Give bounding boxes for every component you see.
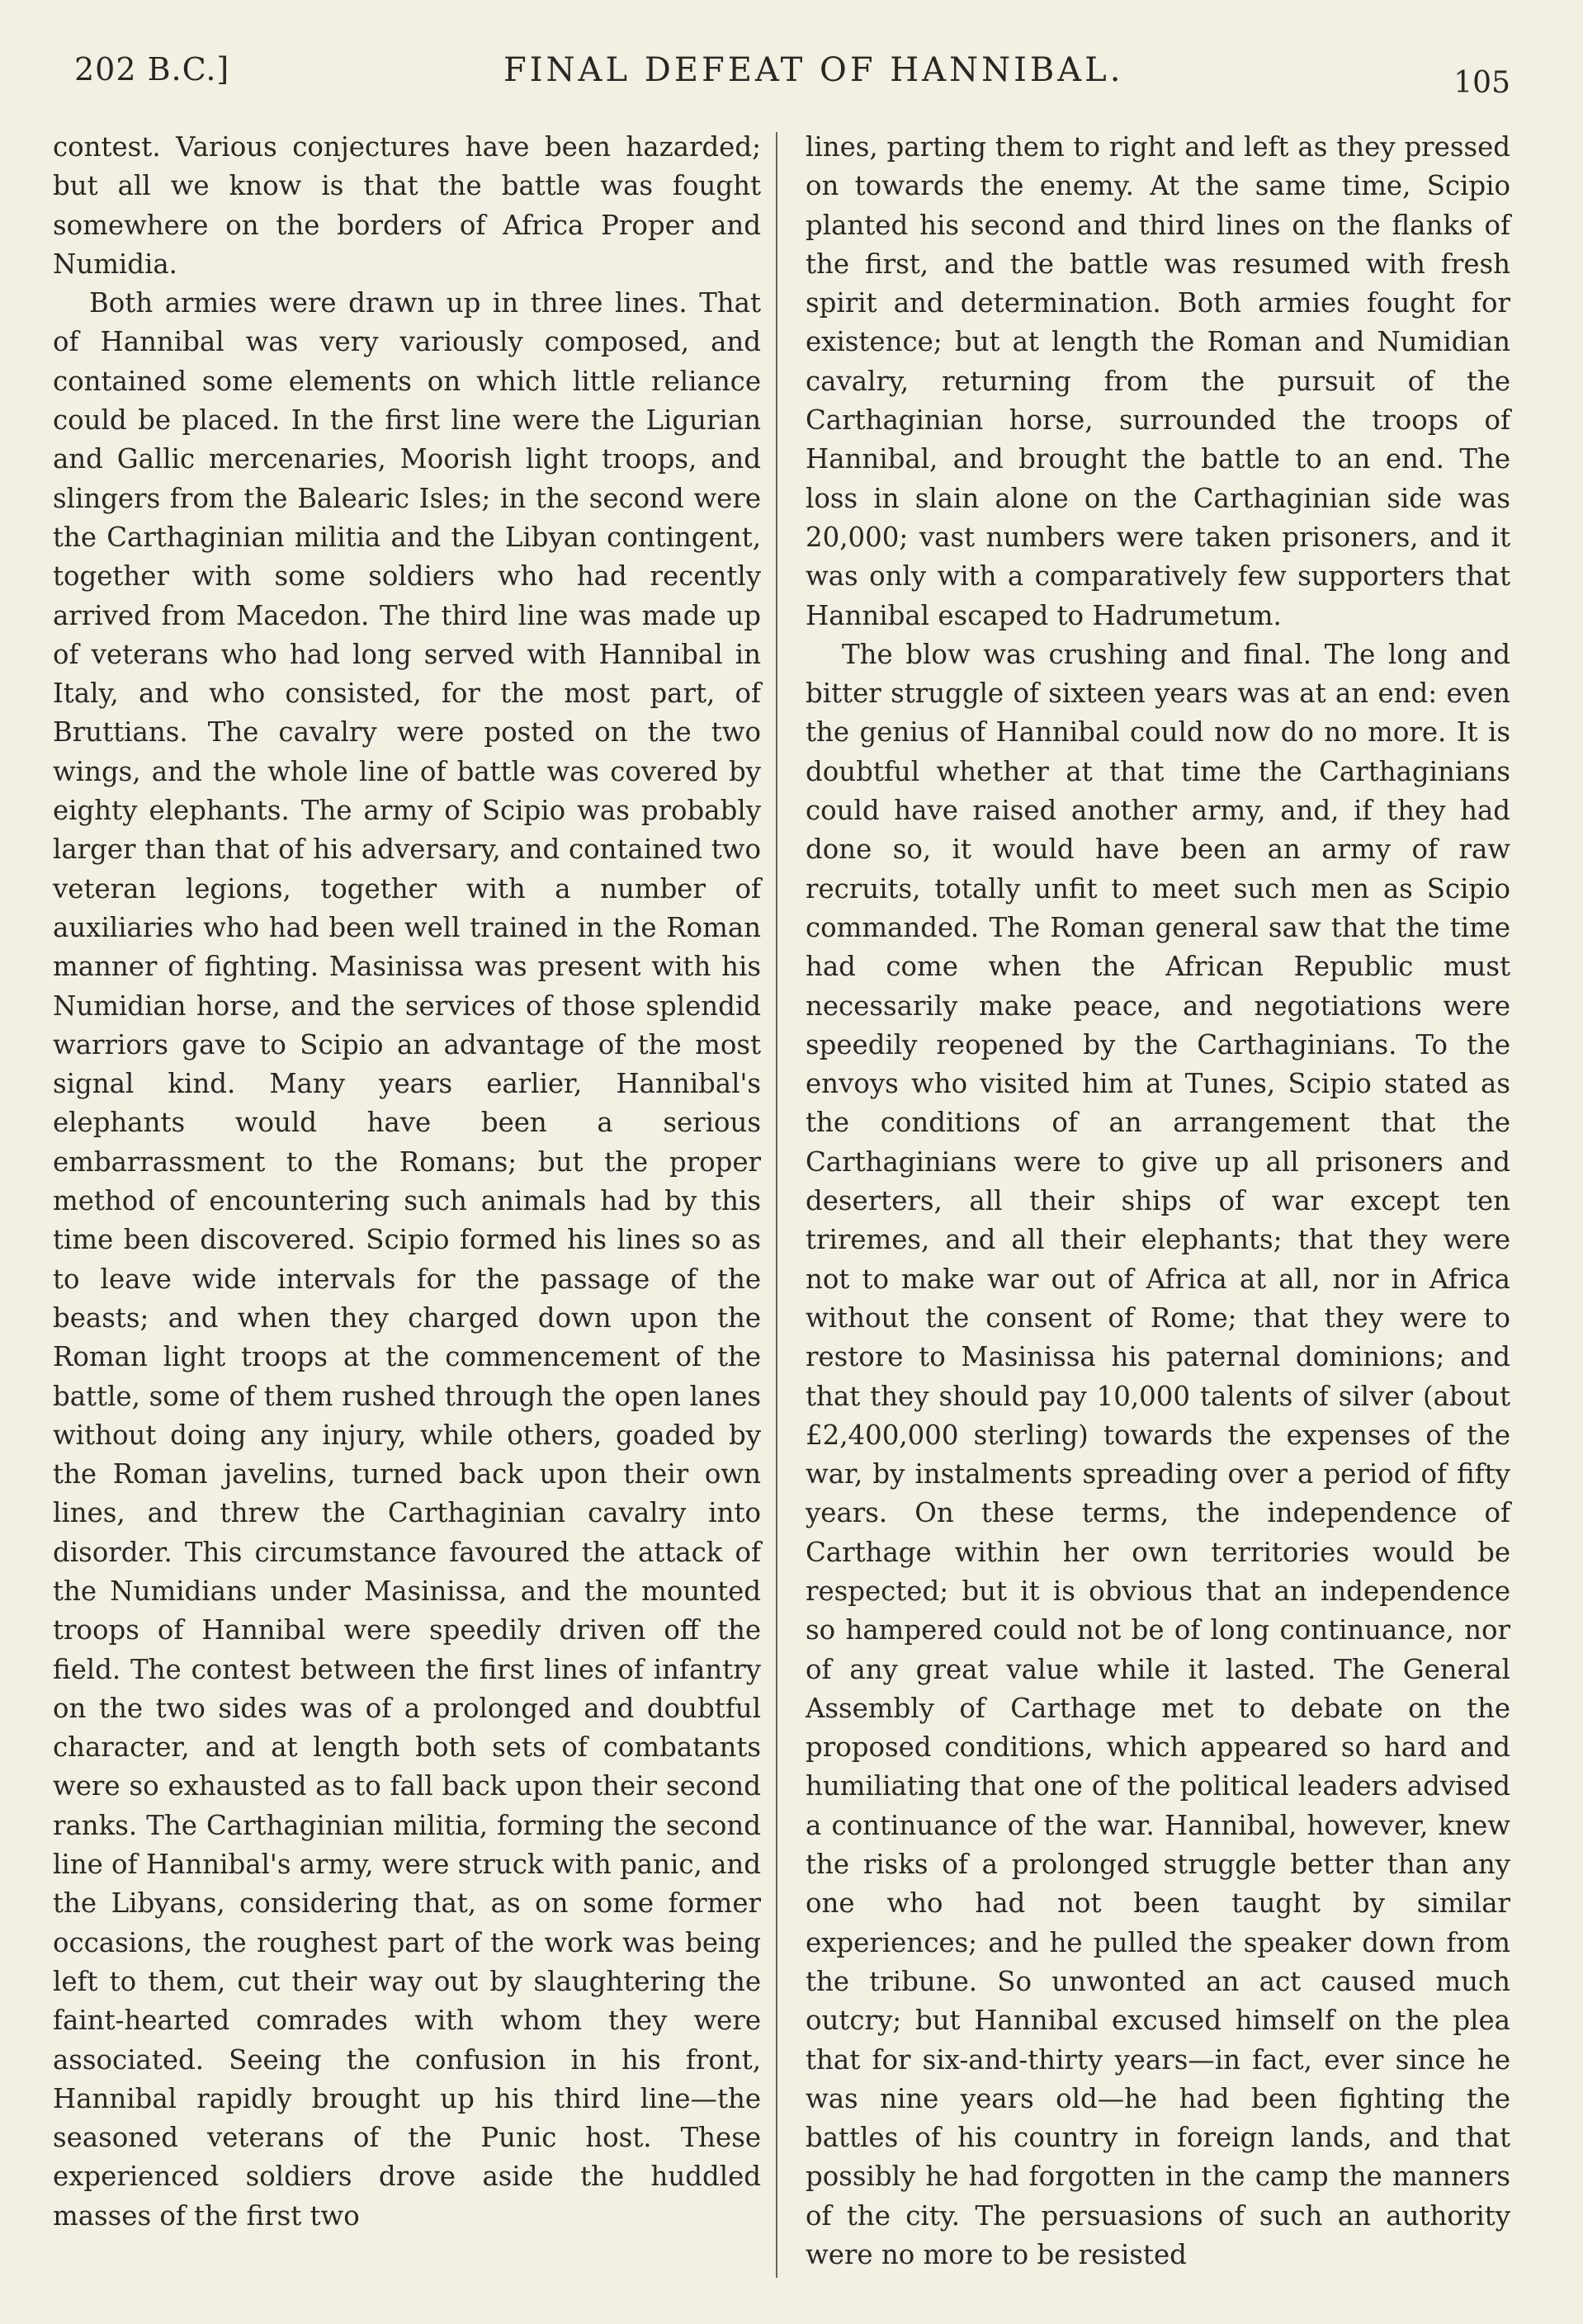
paragraph: The blow was crushing and final. The long and bitter struggle of sixteen years was at an end: even the genius of Hannibal could now do no more. It is doubtful whether at that time the Carthaginians could have raised another army, and, if they had done so, it would have been an army of raw recruits, totally unfit to meet such men as Scipio commanded. The Roman general saw that the time had come when the African Republic must necessarily make peace, and negotiations were speedily reopened by the Carthaginians. To the envoys who visited him at Tunes, Scipio stated as the conditions of an arrangement that the Carthaginians were to give up all prisoners and deserters, all their ships of war except ten triremes, and all their elephants; that they were not to make war out of Africa at all, nor in Africa without the consent of Rome; that they were to restore to Masinissa his paternal dominions; and that they should pay 10,000 talents of silver (about £2,400,000 sterling) towards the expenses of the war, by instalments spreading over a period of fifty years. On these terms, the independence of Carthage within her own territories would be respected; but it is obvious that an independence so hampered could not be of long continuance, nor of any great value while it lasted. The General Assembly of Carthage met to debate on the proposed conditions, which appeared so hard and humiliating that one of the political leaders advised a continuance of the war. Hannibal, however, knew the risks of a prolonged struggle better than any one who had not been taught by similar experiences; and he pulled the speaker down from the tribune. So unwonted an act caused much outcry; but Hannibal excused himself on the plea that for six-and-thirty years—in fact, ever since he was nine years old—he had been fighting the battles of his country in foreign lands, and that possibly he had forgotten in the camp the manners of the city. The persuasions of such an authority were no more to be resisted xyxy=(806,638,1510,2271)
header-date: 202 B.C.] xyxy=(74,51,230,87)
paragraph: lines, parting them to right and left as they pressed on towards the enemy. At the same time, Scipio planted his second and third lines on the flanks of the first, and the battle was resumed with fresh spirit and determination. Both armies fought for existence; but at length the Roman and Numidian cavalry, returning from the pursuit of the Carthaginian horse, surrounded the troops of Hannibal, and brought the battle to an end. The loss in slain alone on the Carthaginian side was 20,000; vast numbers were taken prisoners, and it was only with a comparatively few supporters that Hannibal escaped to Hadrumetum. xyxy=(806,131,1510,631)
column-divider xyxy=(776,132,777,2278)
header-title: FINAL DEFEAT OF HANNIBAL. xyxy=(503,51,1124,89)
paragraph: contest. Various conjectures have been hazarded; but all we know is that the battle was fought somewhere on the borders of Africa Proper and Numidia. xyxy=(53,131,761,280)
page-number: 105 xyxy=(1453,66,1510,100)
running-header xyxy=(74,51,1510,109)
paragraph: Both armies were drawn up in three lines. That of Hannibal was very variously composed, and contained some elements on which little reliance could be placed. In the first line were the Ligurian and Gallic mercenaries, Moorish light troops, and slingers from the Balearic Isles; in the second were the Carthaginian militia and the Libyan contingent, together with some soldiers who had recently arrived from Macedon. The third line was made up of veterans who had long served with Hannibal in Italy, and who consisted, for the most part, of Bruttians. The cavalry were posted on the two wings, and the whole line of battle was covered by eighty elephants. The army of Scipio was probably larger than that of his adversary, and contained two veteran legions, together with a number of auxiliaries who had been well trained in the Roman manner of fighting. Masinissa was present with his Numidian horse, and the services of those splendid warriors gave to Scipio an advantage of the most signal kind. Many years earlier, Hannibal's elephants would have been a serious embarrassment to the Romans; but the proper method of encountering such animals had by this time been discovered. Scipio formed his lines so as to leave wide intervals for the passage of the beasts; and when they charged down upon the Roman light troops at the commencement of the battle, some of them rushed through the open lanes without doing any injury, while others, goaded by the Roman javelins, turned back upon their own lines, and threw the Carthaginian cavalry into disorder. This circumstance favoured the attack of the Numidians under Masinissa, and the mounted troops of Hannibal were speedily driven off the field. The contest between the first lines of infantry on the two sides was of a prolonged and doubtful character, and at length both sets of combatants were so exhausted as to fall back upon their second ranks. The Carthaginian militia, forming the second line of Hannibal's army, were struck with panic, and the Libyans, considering that, as on some former occasions, the roughest part of the work was being left to them, cut their way out by slaughtering the faint-hearted comrades with whom they were associated. Seeing the confusion in his front, Hannibal rapidly brought up his third line—the seasoned veterans of the Punic host. These experienced soldiers drove aside the huddled masses of the first two xyxy=(53,287,761,2232)
right-column xyxy=(806,128,1510,2274)
left-column xyxy=(53,128,761,2236)
